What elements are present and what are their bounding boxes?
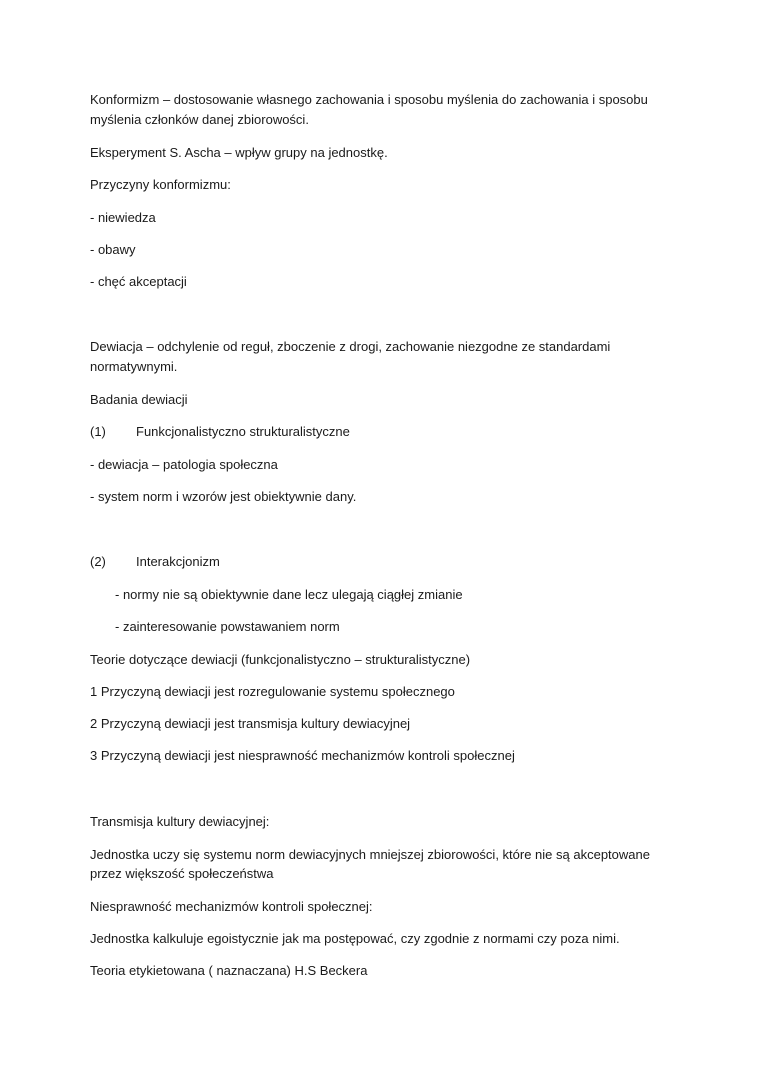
item-1-point: - dewiacja – patologia społeczna: [90, 457, 278, 472]
teoria-item: 3 Przyczyną dewiacji jest niesprawność mechanizmów kontroli społecznej: [90, 748, 515, 763]
transmisja-header: Transmisja kultury dewiacyjnej:: [90, 814, 270, 829]
teoria-item: 1 Przyczyną dewiacji jest rozregulowanie systemu społecznego: [90, 684, 455, 699]
dewiacja-definition-line-2: normatywnymi.: [90, 359, 178, 374]
item-1-point: - system norm i wzorów jest obiektywnie dany.: [90, 489, 357, 504]
item-2-point: - normy nie są obiektywnie dane lecz ulegają ciągłej zmianie: [115, 587, 463, 602]
badania-header: Badania dewiacji: [90, 392, 188, 407]
item-1-number: (1): [90, 424, 106, 439]
przyczyny-header: Przyczyny konformizmu:: [90, 177, 231, 192]
item-2-point: - zainteresowanie powstawaniem norm: [115, 619, 340, 634]
teoria-item: 2 Przyczyną dewiacji jest transmisja kultury dewiacyjnej: [90, 716, 411, 731]
niesprawnosc-text: Jednostka kalkuluje egoistycznie jak ma postępować, czy zgodnie z normami czy poza nimi.: [90, 931, 620, 946]
konformizm-definition-line-2: myślenia członków danej zbiorowości.: [90, 112, 309, 127]
niesprawnosc-header: Niesprawność mechanizmów kontroli społecznej:: [90, 899, 373, 914]
transmisja-text-line-2: przez większość społeczeństwa: [90, 866, 274, 881]
becker-theory-line: Teoria etykietowana ( naznaczana) H.S Beckera: [90, 963, 368, 978]
item-2-number: (2): [90, 554, 106, 569]
asch-experiment-line: Eksperyment S. Ascha – wpływ grupy na jednostkę.: [90, 145, 388, 160]
przyczyna-item: - obawy: [90, 242, 136, 257]
teorie-header: Teorie dotyczące dewiacji (funkcjonalistyczno – strukturalistyczne): [90, 652, 471, 667]
item-2-label: Interakcjonizm: [136, 554, 220, 569]
konformizm-definition-line-1: Konformizm – dostosowanie własnego zachowania i sposobu myślenia do zachowania i sposobu: [90, 92, 648, 107]
dewiacja-definition-line-1: Dewiacja – odchylenie od reguł, zboczenie z drogi, zachowanie niezgodne ze standardami: [90, 339, 611, 354]
przyczyna-item: - niewiedza: [90, 210, 156, 225]
przyczyna-item: - chęć akceptacji: [90, 274, 187, 289]
transmisja-text-line-1: Jednostka uczy się systemu norm dewiacyjnych mniejszej zbiorowości, które nie są akceptowane: [90, 847, 650, 862]
item-1-label: Funkcjonalistyczno strukturalistyczne: [136, 424, 350, 439]
